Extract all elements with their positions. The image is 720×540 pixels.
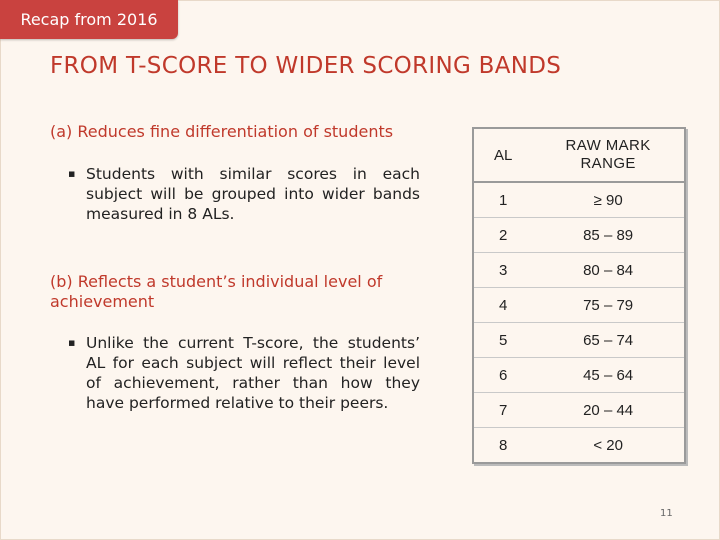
al-cell: 5 — [473, 323, 532, 358]
header-raw-mark-range — [532, 128, 685, 182]
bullet-marker-icon: ▪ — [68, 336, 76, 349]
range-cell: 45 – 64 — [532, 358, 685, 393]
recap-tab: Recap from 2016 — [0, 0, 178, 39]
table-row — [473, 393, 685, 428]
range-cell: < 20 — [593, 436, 623, 454]
range-cell: 20 – 44 — [532, 393, 685, 428]
page-number: 11 — [660, 508, 673, 519]
al-cell: 6 — [473, 358, 532, 393]
al-cell: 7 — [473, 393, 532, 428]
table-row — [473, 323, 685, 358]
header-al: AL — [473, 128, 532, 182]
table-row — [473, 218, 685, 253]
table-row — [473, 288, 685, 323]
range-cell: ≥ 90 — [532, 182, 685, 218]
table-row — [473, 358, 685, 393]
al-cell: 2 — [473, 218, 532, 253]
table-header-row — [473, 128, 685, 182]
section-b-bullet-text: Unlike the current T-score, the students’ AL for each subject will reflect their level of achievement, rather than how they have performed relative to their peers. — [86, 334, 420, 412]
al-cell: 3 — [473, 253, 532, 288]
al-cell: 8 — [498, 436, 508, 454]
range-cell: 75 – 79 — [532, 288, 685, 323]
bullet-marker-icon: ▪ — [68, 167, 76, 180]
table-row — [473, 253, 685, 288]
range-cell: 85 – 89 — [532, 218, 685, 253]
al-table — [472, 127, 686, 464]
section-a-heading: (a) Reduces fine differentiation of students — [50, 122, 394, 141]
al-cell: 4 — [473, 288, 532, 323]
section-b-heading: (b) Reflects a student’s individual level of achievement — [50, 272, 383, 311]
section-a-bullet — [70, 164, 420, 224]
section-a-bullet-text: Students with similar scores in each subject will be grouped into wider bands measured in 8 ALs. — [86, 165, 420, 223]
section-b-bullet — [70, 333, 420, 413]
al-cell: 1 — [473, 182, 532, 218]
slide-title: FROM T-SCORE TO WIDER SCORING BANDS — [50, 53, 562, 79]
range-cell: 65 – 74 — [532, 323, 685, 358]
table-row — [473, 428, 685, 464]
header-raw-mark-range-text: RAW MARK RANGE — [565, 137, 651, 172]
range-cell: 80 – 84 — [532, 253, 685, 288]
table-row — [473, 182, 685, 218]
